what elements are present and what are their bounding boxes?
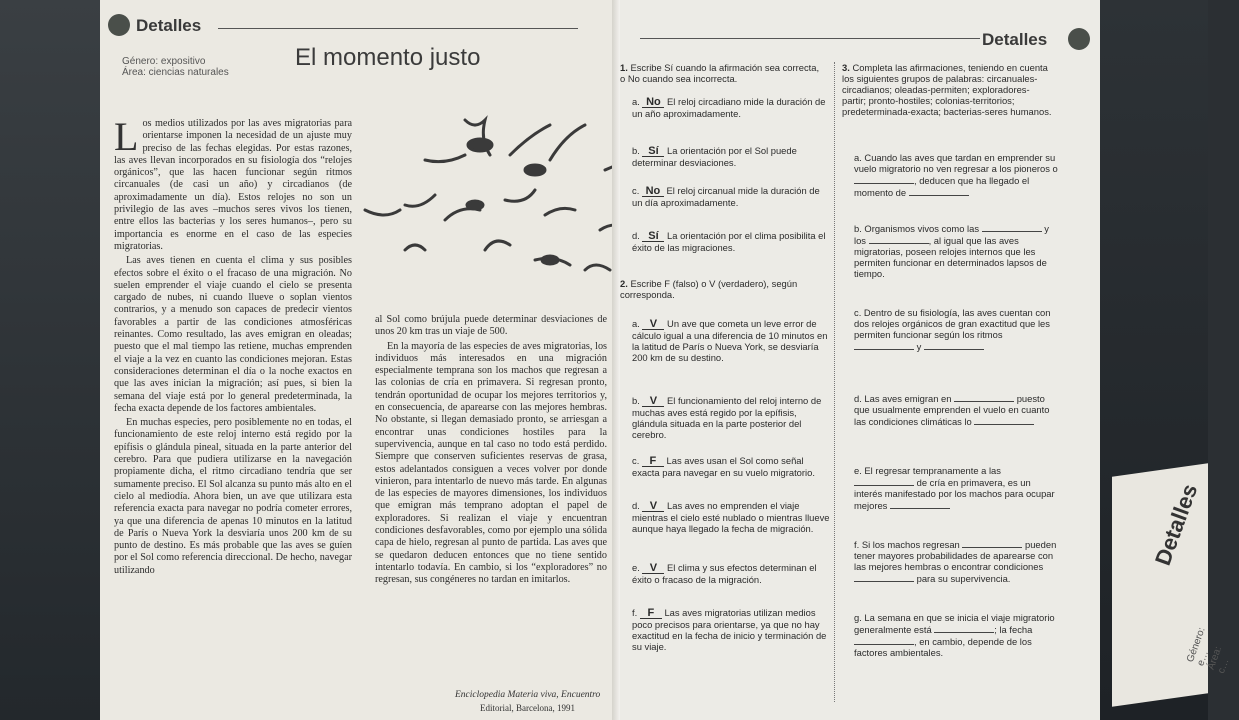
ex2-item-d: d. V Las aves no emprenden el viaje mientras el cielo esté nublado o mientras llueve aunque haya llegado la fecha de migración. bbox=[632, 500, 830, 534]
ex3-blank-g2[interactable] bbox=[854, 635, 914, 645]
ex2-item-a: a. V Un ave que cometa un leve error de cálculo igual a una diferencia de 10 minutos en la latitud de París o Nueva York, se desviaría 200 km de su destino. bbox=[632, 318, 828, 363]
left-page bbox=[100, 0, 620, 720]
ex3-item-a: a. Cuando las aves que tardan en emprender su vuelo migratorio no ven regresar a los pioneros o , deducen que ha llegado el momento de bbox=[854, 152, 1058, 198]
paragraph-3: En muchas especies, pero posiblemente no en todas, el funcionamiento de este reloj interno está regido por la epífisis o glándula pineal, situada en la parte anterior del cerebro. Para que pudiera utilizarse en la navegación propiamente dicha, el ritmo circadiano tendría que ser sumamente preciso. El Sol alcanza su punto más alto en el cielo al mediodía. Ahora bien, un ave que utilizara esta referencia exacta para navegar no podría cometer errores, ya que una diferencia de apenas 10 minutos en la latitud de París o Nueva York la desviaría unos 200 km de su punto de destino. Es más probable que las aves se guíen por el Sol como referencia direccional. De hecho, navegar utilizando bbox=[114, 417, 352, 576]
right-header-badge-icon bbox=[1068, 28, 1090, 50]
ex1-item-a: a. No El reloj circadiano mide la duración de un año aproximadamente. bbox=[632, 96, 826, 119]
dropcap: L bbox=[114, 114, 139, 159]
ex2-answer-e[interactable]: V bbox=[642, 563, 664, 574]
ex2-answer-f[interactable]: F bbox=[640, 608, 662, 619]
ex3-blank-a1[interactable] bbox=[854, 174, 914, 184]
ex2-item-b: b. V El funcionamiento del reloj interno de muchas aves está regido por la epífisis, glándula situada en la parte posterior del cerebro. bbox=[632, 395, 822, 440]
ex3-blank-b2[interactable] bbox=[869, 234, 929, 244]
ex1-answer-c[interactable]: No bbox=[642, 186, 664, 197]
column-divider bbox=[834, 62, 835, 702]
side-book-meta: Género: e… Área: c… bbox=[1185, 626, 1232, 676]
publisher-credit: Editorial, Barcelona, 1991 bbox=[480, 703, 575, 713]
ex1-item-d: d. Sí La orientación por el clima posibilita el éxito de las migraciones. bbox=[632, 230, 826, 253]
background-left bbox=[0, 0, 110, 720]
ex3-blank-d2[interactable] bbox=[974, 415, 1034, 425]
bird-icon bbox=[468, 139, 492, 151]
ex2-answer-d[interactable]: V bbox=[642, 501, 664, 512]
exercise-2: 2. Escribe F (falso) o V (verdadero), según corresponda. bbox=[620, 278, 798, 300]
genre-label: Género: expositivo bbox=[122, 56, 206, 67]
ex3-blank-f2[interactable] bbox=[854, 572, 914, 582]
source-credit: Enciclopedia Materia viva, Encuentro bbox=[455, 690, 601, 700]
paragraph-1: Los medios utilizados por las aves migratorias para orientarse imponen la necesidad de un ajuste muy preciso de las fechas elegidas. Por estas razones, las aves llevan incorporados en su fisiología dos “relojes orgánicos”, que las hacen funcionar según ritmos circanuales (de casi un año) y circadianos (de aproximadamente un día). Estos relojes no son un privilegio de las aves –muchos seres vivos los tienen, entre ellos las bacterias y los seres humanos–, pero su importancia es enorme en el caso de las especies migratorias. bbox=[114, 114, 352, 252]
ex3-blank-e2[interactable] bbox=[890, 499, 950, 509]
ex3-item-e: e. El regresar tempranamente a las de cría en primavera, es un interés manifestado por los machos para ocupar mejores bbox=[854, 465, 1055, 511]
area-label: Área: ciencias naturales bbox=[122, 67, 229, 78]
exercise-1: 1. Escribe Sí cuando la afirmación sea correcta, o No cuando sea incorrecta. bbox=[620, 62, 820, 84]
ex3-item-b: b. Organismos vivos como las y los , al igual que las aves migratorias, poseen relojes internos que les permiten funcionar en determinados lapsos de tiempo. bbox=[854, 223, 1049, 279]
ex3-blank-c2[interactable] bbox=[924, 340, 984, 350]
ex1-item-b: b. Sí La orientación por el Sol puede determinar desviaciones. bbox=[632, 145, 797, 168]
page-title: El momento justo bbox=[295, 44, 481, 71]
ex3-blank-g1[interactable] bbox=[934, 623, 994, 633]
ex3-item-f: f. Si los machos regresan pueden tener mayores probabilidades de aparearse con las mejores hembras o encontrar condiciones para su supervivencia. bbox=[854, 539, 1057, 584]
ex1-answer-b[interactable]: Sí bbox=[642, 146, 664, 157]
ex1-answer-a[interactable]: No bbox=[642, 97, 664, 108]
ex2-item-e: e. V El clima y sus efectos determinan el éxito o fracaso de la migración. bbox=[632, 562, 817, 585]
ex2-answer-a[interactable]: V bbox=[642, 319, 664, 330]
ex3-blank-b1[interactable] bbox=[982, 222, 1042, 232]
header-rule bbox=[218, 28, 578, 29]
ex3-blank-a2[interactable] bbox=[909, 186, 969, 196]
paragraph-4: al Sol como brújula puede determinar desviaciones de unos 20 km tras un viaje de 500. bbox=[375, 314, 607, 338]
ex3-item-c: c. Dentro de su fisiología, las aves cuentan con dos relojes orgánicos de gran exactitud que les permiten funcionar según los ritmos y bbox=[854, 307, 1051, 352]
ex3-blank-c1[interactable] bbox=[854, 340, 914, 350]
exercise-3: 3. Completa las afirmaciones, teniendo en cuenta los siguientes grupos de palabras: circanuales-circadianos; oleadas-permiten; exploradores-partir; pronto-hostiles; colonias-territorios; predeterminada-exacta; bacterias-seres humanos. bbox=[842, 62, 1052, 117]
ex1-item-c: c. No El reloj circanual mide la duración de un día aproximadamente. bbox=[632, 185, 820, 208]
article-column-1 bbox=[114, 114, 352, 579]
ex1-answer-d[interactable]: Sí bbox=[642, 231, 664, 242]
ex2-answer-b[interactable]: V bbox=[642, 396, 664, 407]
ex3-blank-d1[interactable] bbox=[954, 392, 1014, 402]
ex2-item-c: c. F Las aves usan el Sol como señal exacta para navegar en su vuelo migratorio. bbox=[632, 455, 815, 478]
ex3-blank-f1[interactable] bbox=[962, 538, 1022, 548]
ex2-item-f: f. F Las aves migratorias utilizan medios poco precisos para orientarse, ya que no hay exactitud en la fecha de inicio y terminación de su viaje. bbox=[632, 607, 827, 652]
right-header: Detalles bbox=[982, 30, 1048, 49]
right-header-rule bbox=[640, 38, 980, 39]
right-page bbox=[620, 0, 1100, 720]
ex3-blank-e1[interactable] bbox=[854, 476, 914, 486]
paragraph-5: En la mayoría de las especies de aves migratorias, los individuos más interesados en una migración especialmente temprana son los machos que regresan a las colonias de cría en primavera. Si regresan pronto, tendrán oportunidad de ocupar los mejores territorios y, en consecuencia, de aparearse con las mejores hembras. No obstante, si llegan demasiado pronto, se arriesgan a encontrar unas condiciones hostiles para la supervivencia, aunque en tal caso no todo está perdido. Siempre que conserven suficientes reservas de grasa, estos adelantados consiguen a veces volver por donde vinieron, para intentarlo de nuevo más tarde. En algunas de las especies de mayores dimensiones, los individuos que emigran más temprano adoptan el papel de exploradores. Si realizan el viaje y encuentran condiciones desfavorables, como por ejemplo una sólida capa de hielo, regresan al punto de partida. Las aves que se quedaron deducen entonces que no tiene sentido intentarlo todavía. En cambio, si los “exploradores” no regresan, sus congéneres no tardan en imitarlos. bbox=[375, 340, 607, 586]
paragraph-2: Las aves tienen en cuenta el clima y sus posibles efectos sobre el éxito o el fracaso de una migración. No suelen emprender el viaje cuando el cielo se presenta cargado de nubes, ni cuando llueve o soplan vientos contrarios, y a menudo son capaces de predecir vientos favorables a partir de las condiciones atmosféricas reinantes. Como resultado, las aves emigran en oleadas; puesto que el mal tiempo las retiene, muchas emprenden el viaje a la vez en cuanto las condiciones mejoran. Estas consideraciones determinan el día o la noche exactos en que las aves inician la migración; así pues, si bien la semana del viaje está por lo general predeterminada, la fecha exacta depende de los factores ambientales. bbox=[114, 255, 352, 414]
side-book-title: Detalles bbox=[1150, 480, 1203, 569]
header-badge-icon bbox=[108, 14, 130, 36]
ex3-item-g: g. La semana en que se inicia el viaje migratorio generalmente está ; la fecha , en cambio, depende de los factores ambientales. bbox=[854, 612, 1055, 658]
ex3-item-d: d. Las aves emigran en puesto que usualmente emprenden el vuelo en cuanto las condiciones climáticas lo bbox=[854, 393, 1050, 427]
article-column-2 bbox=[375, 314, 607, 589]
ex2-answer-c[interactable]: F bbox=[642, 456, 664, 467]
left-header: Detalles bbox=[136, 16, 202, 35]
